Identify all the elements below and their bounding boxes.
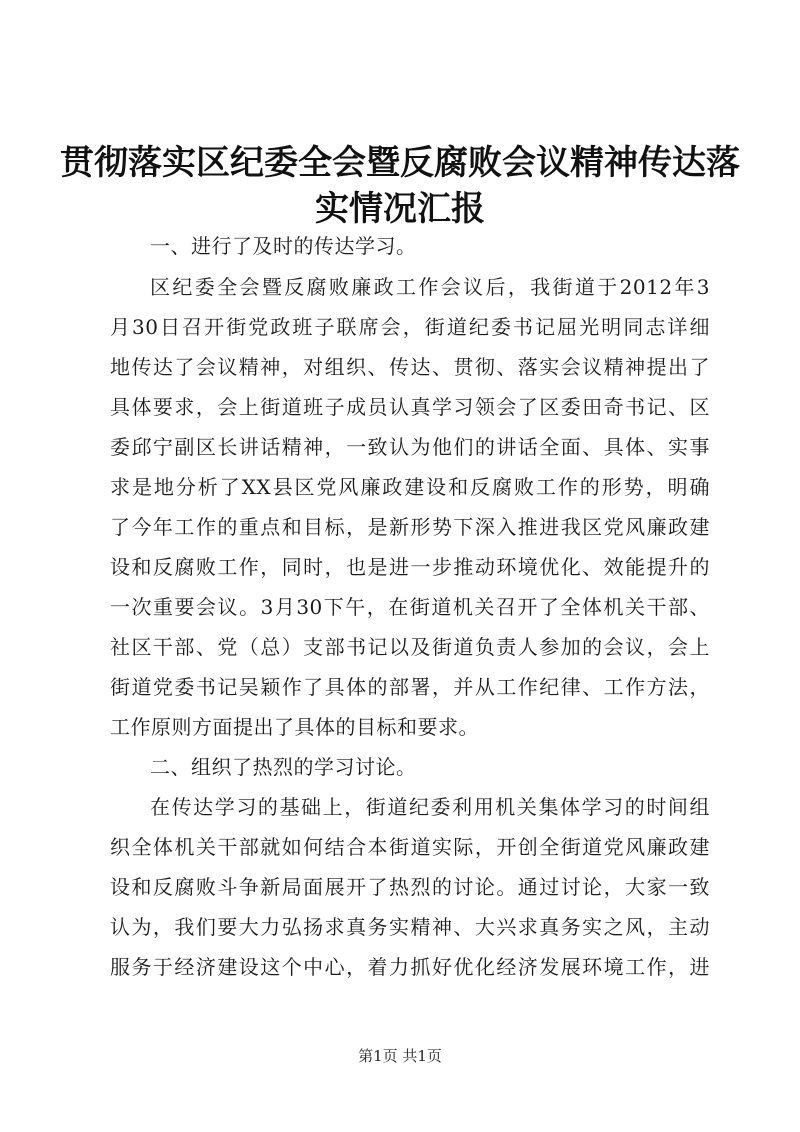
body-line: 服务于经济建设这个中心，着力抓好优化经济发展环境工作，进 (110, 955, 710, 979)
body-line: 工作原则方面提出了具体的目标和要求。 (110, 715, 479, 739)
body-line: 一次重要会议。3月30下午，在街道机关召开了全体机关干部、 (110, 595, 710, 619)
body-line: 月30日召开街党政班子联席会，街道纪委书记屈光明同志详细 (110, 315, 710, 339)
body-line: 设和反腐败工作，同时，也是进一步推动环境优化、效能提升的 (110, 555, 710, 579)
body-line: 具体要求，会上街道班子成员认真学习领会了区委田奇书记、区 (110, 395, 710, 419)
body-line: 了今年工作的重点和目标，是新形势下深入推进我区党风廉政建 (110, 515, 710, 539)
body-line: 织全体机关干部就如何结合本街道实际，开创全街道党风廉政建 (110, 835, 710, 859)
body-line: 社区干部、党（总）支部书记以及街道负责人参加的会议，会上 (110, 635, 710, 659)
page-footer: 第1页 共1页 (358, 1047, 442, 1065)
body-line: 街道党委书记吴颖作了具体的部署，并从工作纪律、工作方法， (110, 675, 710, 699)
body-line: 求是地分析了XX县区党风廉政建设和反腐败工作的形势，明确 (110, 475, 710, 499)
body-line: 设和反腐败斗争新局面展开了热烈的讨论。通过讨论，大家一致 (110, 875, 710, 899)
section-heading-2: 二、组织了热烈的学习讨论。 (150, 755, 417, 779)
body-line: 在传达学习的基础上，街道纪委利用机关集体学习的时间组 (150, 795, 710, 819)
document-title-line-2: 实情况汇报 (315, 189, 485, 229)
body-line: 区纪委全会暨反腐败廉政工作会议后，我街道于2012年3 (150, 275, 710, 299)
body-line: 委邱宁副区长讲话精神，一致认为他们的讲话全面、具体、实事 (110, 435, 710, 459)
body-line: 认为，我们要大力弘扬求真务实精神、大兴求真务实之风，主动 (110, 915, 710, 939)
section-heading-1: 一、进行了及时的传达学习。 (150, 234, 417, 258)
body-line: 地传达了会议精神，对组织、传达、贯彻、落实会议精神提出了 (110, 355, 710, 379)
document-title-line-1: 贯彻落实区纪委全会暨反腐败会议精神传达落 (60, 143, 740, 183)
